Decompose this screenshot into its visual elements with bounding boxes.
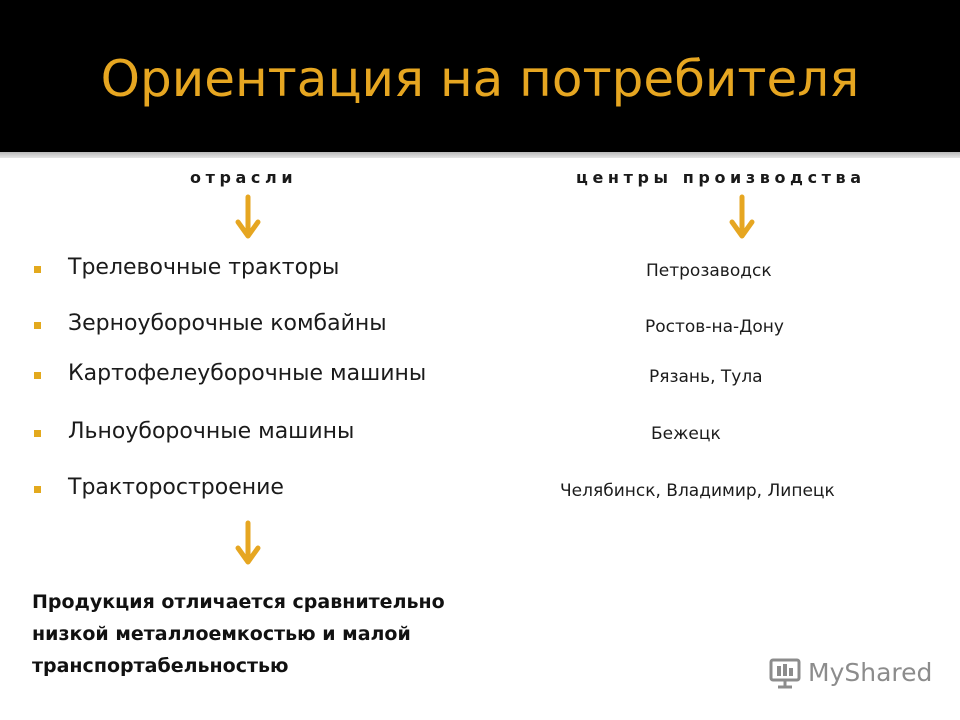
watermark-text: MyShared — [808, 658, 933, 687]
industry-item: Зерноуборочные комбайны — [68, 311, 387, 336]
title-band — [0, 0, 960, 152]
slide-title: Ориентация на потребителя — [100, 50, 860, 108]
production-city: Петрозаводск — [646, 261, 772, 281]
production-city: Бежецк — [651, 424, 721, 444]
down-arrow-icon — [233, 194, 263, 242]
down-arrow-icon — [233, 520, 263, 568]
square-bullet-icon — [34, 486, 41, 493]
myshared-logo-icon — [768, 656, 802, 690]
square-bullet-icon — [34, 266, 41, 273]
header-production-centers: центры производства — [576, 168, 866, 187]
production-city: Челябинск, Владимир, Липецк — [560, 481, 835, 501]
square-bullet-icon — [34, 372, 41, 379]
industry-item: Льноуборочные машины — [68, 419, 355, 444]
production-city: Ростов-на-Дону — [645, 317, 784, 337]
square-bullet-icon — [34, 430, 41, 437]
industry-item: Тракторостроение — [68, 475, 284, 500]
conclusion-text: Продукция отличается сравнительно низкой металлоемкостью и малой транспортабельностью — [32, 591, 445, 677]
square-bullet-icon — [34, 322, 41, 329]
production-city: Рязань, Тула — [649, 367, 763, 387]
header-industries: отрасли — [190, 168, 298, 187]
down-arrow-icon — [727, 194, 757, 242]
industry-item: Картофелеуборочные машины — [68, 361, 427, 386]
industry-item: Трелевочные тракторы — [68, 255, 340, 280]
myshared-logo — [768, 656, 933, 692]
